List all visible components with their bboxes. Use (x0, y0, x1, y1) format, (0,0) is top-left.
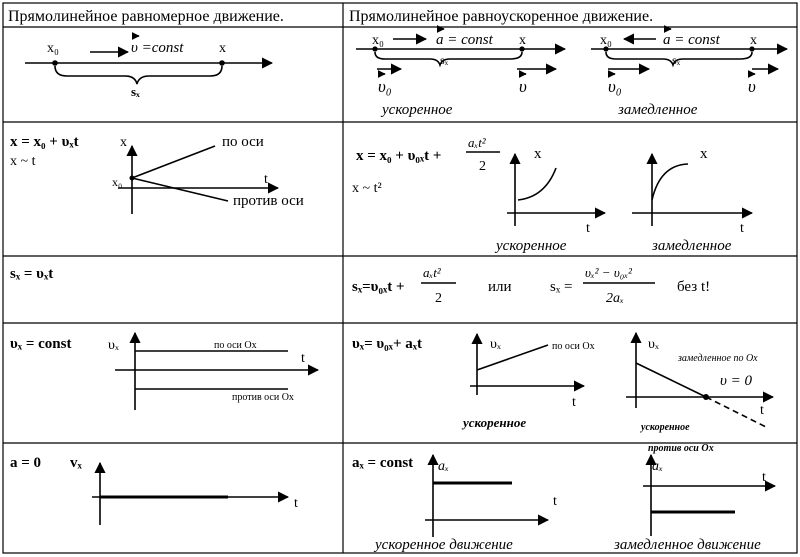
formula-ax-const: aₓ = const (352, 455, 414, 471)
axis-x-dec-r2: x (700, 146, 708, 162)
label-x0: x₀ (47, 41, 59, 56)
label-x0-acc: x₀ (372, 33, 384, 48)
formula-vx-accel: υₓ= υ₀ₓ+ aₓt (352, 336, 423, 352)
axis-t-r4dec: t (760, 403, 764, 418)
axis-label-t: t (264, 172, 268, 187)
frac-den2-r3: 2aₓ (606, 291, 624, 306)
label-v-zero: υ = 0 (720, 373, 753, 389)
line-vx-accel (477, 345, 548, 370)
caption-against-ox-r4: против оси Ох (648, 443, 714, 454)
axis-vx-r4l: υₓ (108, 338, 119, 353)
curve-decelerated (652, 164, 688, 200)
axis-ax-r5acc: aₓ (438, 459, 449, 474)
axis-t-acc-r2: t (586, 221, 590, 236)
caption-decel-motion: замедленное движение (614, 537, 761, 553)
brace-sx (55, 66, 222, 84)
formula-x-uniform: x = x₀ + υₓt (10, 134, 79, 150)
label-x-acc: x (519, 33, 526, 48)
axis-ax-r5dec: aₓ (652, 459, 663, 474)
label-a-const-dec: a = const (663, 32, 720, 48)
label-x0-dec: x₀ (600, 33, 612, 48)
label-v0-dec: υ₀ (608, 77, 622, 96)
label-v-acc: υ (519, 77, 527, 96)
point-x (219, 60, 225, 66)
row2-accel-graph (494, 146, 605, 254)
row4-decel-graph (626, 333, 773, 454)
label-along-ox: по оси Ох (214, 340, 257, 351)
header-accelerated: Прямолинейное равноускоренное движение. (349, 8, 654, 25)
formula-x-accel: x = x₀ + υ₀ₓt + (356, 148, 442, 164)
axis-label-x: x (120, 135, 127, 150)
row2-decel-graph (632, 146, 752, 254)
caption-decelerated-r1: замедленное (618, 102, 698, 118)
line-vx-reverse-dashed (706, 397, 766, 427)
label-sx-dec: sₓ (672, 53, 681, 67)
formula-sx-uniform: sₓ = υₓt (10, 266, 54, 282)
axis-x-acc-r2: x (534, 146, 542, 162)
row4-accel-graph (461, 334, 595, 430)
row4-left-graph (108, 333, 318, 410)
row2-left-graph (112, 134, 304, 214)
label-sx-acc: sₓ (440, 53, 449, 67)
axis-t-r5acc: t (553, 494, 557, 509)
formula-sx-accel: sₓ=υ₀ₓt + (352, 279, 405, 295)
axis-t-r4acc: t (572, 395, 576, 410)
caption-decelerated-r2: замедленное (652, 238, 732, 254)
label-x-dec: x (750, 33, 757, 48)
label-against-axis: против оси (233, 193, 304, 209)
label-no-t: без t! (677, 279, 711, 295)
label-sx-eq: sₓ = (550, 279, 573, 295)
frac-num-r3: aₓt² (423, 265, 441, 280)
frac-den-r2: 2 (479, 159, 486, 174)
caption-accel-motion: ускоренное движение (375, 537, 513, 553)
caption-accelerated-r1: ускоренное (382, 102, 453, 118)
row1-accel-diagram (356, 29, 565, 118)
caption-accelerated-r4b: ускоренное (641, 422, 690, 433)
label-a-const-acc: a = const (436, 32, 493, 48)
axis-label-x0: x₀ (112, 175, 123, 189)
label-vx-bold: vₓ (70, 455, 82, 471)
row5-decel-graph (613, 455, 775, 553)
line-vx-decel (636, 363, 706, 397)
caption-accelerated-r2: ускоренное (496, 238, 567, 254)
label-or: или (488, 279, 512, 295)
point-v-zero (703, 394, 709, 400)
brace-sx-acc (375, 52, 522, 65)
axis-vx-r4dec: υₓ (648, 337, 659, 352)
row1-left-diagram (25, 36, 272, 99)
formula-a-zero: a = 0 (10, 455, 42, 471)
label-v0-acc: υ₀ (378, 77, 392, 96)
label-x: x (219, 41, 226, 56)
label-along-ox-r4: по оси Ох (552, 341, 595, 352)
axis-t-r5l: t (294, 496, 298, 511)
point-x0 (52, 60, 58, 66)
label-sx: sₓ (131, 84, 140, 99)
curve-accelerated (518, 168, 556, 200)
axis-t-dec-r2: t (740, 221, 744, 236)
frac-num2-r3: υₓ² − υ₀ₓ² (585, 265, 632, 280)
prop-x-t2: x ~ t² (352, 181, 382, 196)
row5-left-graph (92, 463, 298, 525)
label-along-axis: по оси (222, 134, 264, 150)
prop-x-t: x ~ t (10, 154, 36, 169)
label-against-ox: против оси Ох (232, 392, 294, 403)
row1-decel-diagram (591, 29, 787, 118)
frac-den-r3: 2 (435, 291, 442, 306)
axis-t-r5dec: t (762, 470, 766, 485)
header-uniform: Прямолинейное равномерное движение. (8, 8, 284, 25)
line-along-axis (132, 146, 215, 178)
formula-vx-const: υₓ = const (10, 336, 72, 352)
label-decel-ox: замедленное по Ох (678, 353, 758, 364)
label-v-const: υ =const (131, 40, 184, 56)
axis-vx-r4acc: υₓ (490, 337, 501, 352)
caption-accelerated-r4: ускоренное (463, 415, 527, 430)
label-v-dec: υ (748, 77, 756, 96)
line-against-axis (132, 178, 228, 201)
axis-t-r4l: t (301, 351, 305, 366)
frac-num-r2: aₓt² (468, 135, 486, 150)
